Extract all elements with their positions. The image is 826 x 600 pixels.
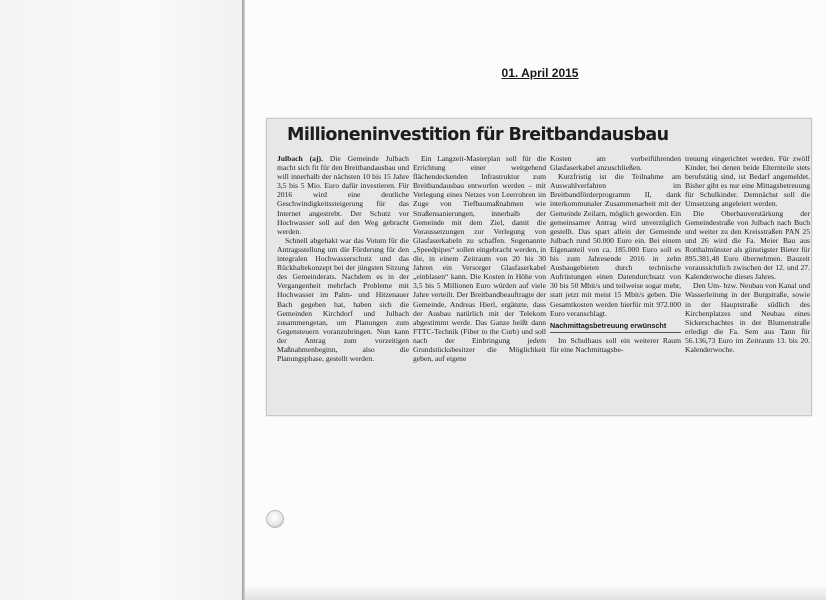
article-paragraph-text: Die Gemeinde Julbach macht sich fit für den Breitbandausbau und will innerhalb der nächsten 10 bis 15 Jahre 3,5 bis 5 Mio. Euro dafür investieren. Für 2016 wird eine deutliche Geschwindigkeitssteigerung für das Internet angestrebt. Der Schutz vor Hochwasser soll auf den Weg gebracht werden. <box>277 154 409 236</box>
article-paragraph: Ein Langzeit-Masterplan soll für die Errichtung einer weitgehend flächendeckenden Infrastruktur zum Breitbandausbau entworfen werden – mit Verlegung eines Netzes von Leerrohren im Zuge von Tiefbaumaßnahmen wie Straßensanierungen, innerhalb der Gemeinde mit dem Ziel, damit die Voraussetzungen zur Verlegung von Glasfaserkabeln zu schaffen. Sogenannte „Speedpipes“ sollen eingebracht werden, in die, in einem Zeitraum von 20 bis 30 Jahren ein Versorger Glasfaserkabel „einblasen“ kann. Die Kosten in Höhe von 3,5 bis 5 Millionen Euro würden auf viele Jahre verteilt. Der Breitbandbeauftragte der Gemeinde, Andreas Hierl, ergänzte, dass der Ausbau natürlich mit der Telekom abgestimmt werde. Das Ganze heißt dann FTTC-Technik (Fiber to the Curb) und soll nach der Einbringung jedem Grundstücksbesitzer die Möglichkeit geben, auf eigene <box>413 154 546 364</box>
article-paragraph: Den Um- bzw. Neubau von Kanal und Wasserleitung in der Burgstraße, sowie in der Hauptstraße südlich des Kirchenplatzes und Neubau eines Sickerschachtes in der Blumenstraße erledigt die Fa. Sem aus Tann für 56.136,73 Euro im Zeitraum 13. bis 20. Kalenderwoche. <box>685 281 810 354</box>
article-subheading: Nachmittagsbetreuung erwünscht <box>550 322 681 334</box>
left-page <box>0 0 242 600</box>
document-date: 01. April 2015 <box>501 66 579 80</box>
article-paragraph: Im Schulhaus soll ein weiterer Raum für eine Nachmittagsbe- <box>550 336 681 355</box>
page-bottom-shadow <box>245 585 826 600</box>
punch-hole-lower <box>266 510 284 528</box>
article-paragraph: Kosten am vorbeiführenden Glasfaserkabel anzuschließen. <box>550 154 681 173</box>
article-dateline: Julbach (aj). <box>277 154 323 163</box>
article-column-1 <box>277 154 409 363</box>
article-column-3 <box>550 154 681 354</box>
article-paragraph: Die Oberbauverstärkung der Gemeindestraße von Julbach nach Buch und weiter zu den Kreisstraßen PAN 25 und 26 wird die Fa. Meier Bau aus Rotthalmünster als günstigster Bieter für 895.381,48 Euro übernehmen. Bauzeit voraussichtlich zwischen der 12. und 27. Kalenderwoche dieses Jahres. <box>685 208 810 282</box>
article-paragraph <box>277 154 409 236</box>
article-paragraph: Kurzfristig ist die Teilnahme am Auswahlverfahren im Breitbandförderprogramm II, dank interkommunaler Zusammenarbeit mit der Gemeinde Zeilarn, möglich geworden. Ein gemeinsamer Antrag wird unverzüglich gestellt. Das spart allein der Gemeinde Julbach rund 50.000 Euro ein. Bei einem Eigenanteil von ca. 185.000 Euro soll es bis zum Jahresende 2016 in zehn Ausbaugebieten durch technische Aufrüstungen einen Datendurchsatz von 30 bis 50 Mbit/s und teilweise sogar mehr, statt jetzt mit meist 15 Mbit/s geben. Die Gesamtkosten werden hierfür mit 972.000 Euro veranschlagt. <box>550 172 681 318</box>
article-column-4 <box>685 154 810 354</box>
newspaper-clipping <box>266 118 812 416</box>
article-headline: Millioneninvestition für Breitbandausbau <box>287 125 669 145</box>
article-paragraph: treuung eingerichtet werden. Für zwölf Kinder, bei denen beide Elternteile stets berufstätig sind, ist Bedarf angemeldet. Bisher gibt es nur eine Mittagsbetreuung für Schulkinder. Demnächst soll die Umsetzung angeleiert werden. <box>685 154 810 209</box>
article-paragraph: Schnell abgehakt war das Votum für die Antragsstellung um die Förderung für den integralen Hochwasserschutz und das Rückhaltekonzept bei der jüngsten Sitzung des Gemeinderats. Nachdem es in der Vergangenheit mehrfach Probleme mit Hochwasser im Palm- und Hitzenauer Bach gegeben hat, haben sich die Gemeinden Kirchdorf und Julbach zusammengetan, um Planungen zum Gegensteuern voranzubringen. Nun kann der Antrag zum vorzeitigen Maßnahmenbeginn, also die Planungsphase, gestellt werden. <box>277 235 409 364</box>
article-column-2 <box>413 154 546 363</box>
